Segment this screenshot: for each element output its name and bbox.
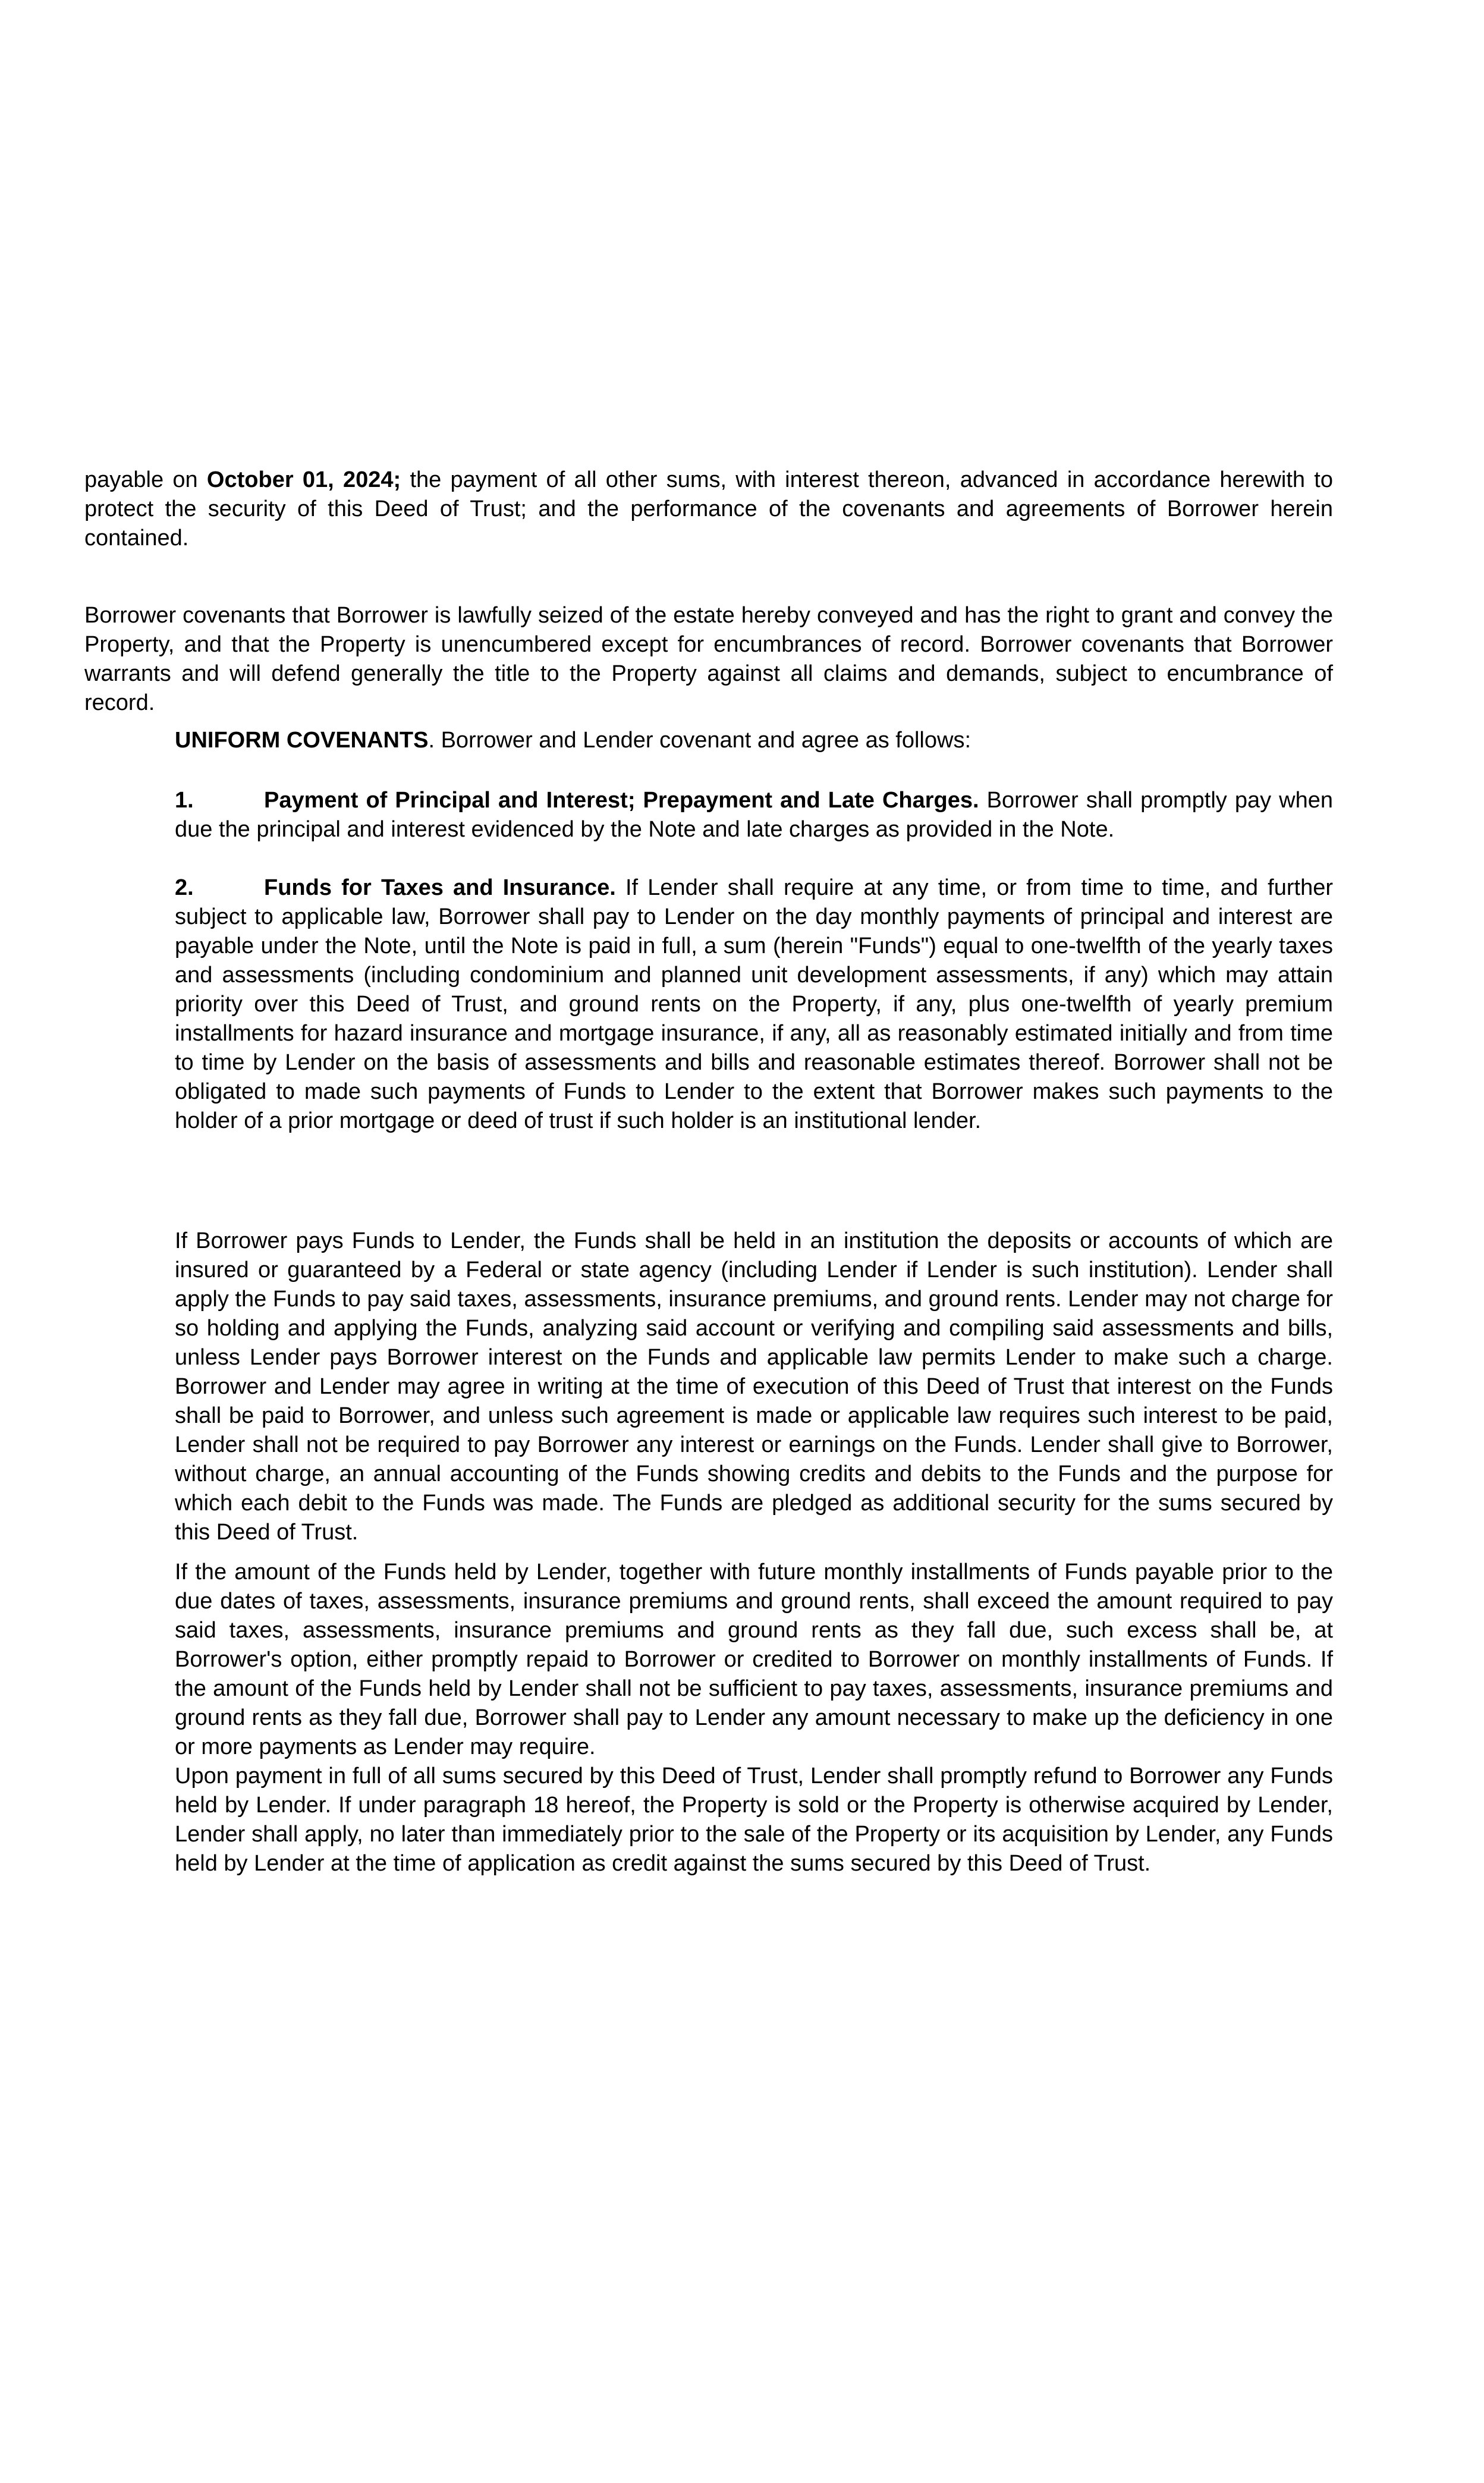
section-2-title: Funds for Taxes and Insurance. xyxy=(264,875,616,900)
paragraph-funds-refund: Upon payment in full of all sums secured by this Deed of Trust, Lender shall promptly refund to Borrower any Funds held by Lender. If under paragraph 18 hereof, the Property is sold or the Property is otherwise acquired by Lender, Lender shall apply, no later than immediately prior to the sale of the Property or its acquisition by Lender, any Funds held by Lender at the time of application as credit against the sums secured by this Deed of Trust. xyxy=(175,1764,1333,1876)
uniform-covenants-heading: UNIFORM COVENANTS xyxy=(175,728,429,753)
uniform-covenants-intro xyxy=(175,726,1333,755)
paragraph-payable-on xyxy=(84,466,1333,553)
payable-rest-text: the payment of all other sums, with interest thereon, advanced in accordance herewith to protect the security of this Deed of Trust; and the performance of the covenants and agreements of Borrower herein contained. xyxy=(84,467,1333,551)
section-1-number: 1. xyxy=(175,788,194,813)
section-2-number: 2. xyxy=(175,875,194,900)
section-2-body: If Lender shall require at any time, or from time to time, and further subject to applicable law, Borrower shall pay to Lender on the day monthly payments of principal and interest are payable under the Note, until the Note is paid in full, a sum (herein "Funds") equal to one-twelfth of the yearly taxes and assessments (including condominium and planned unit development assessments, if any) which may attain priority over this Deed of Trust, and ground rents on the Property, if any, plus one-twelfth of yearly premium installments for hazard insurance and mortgage insurance, if any, all as reasonably estimated initially and from time to time by Lender on the basis of assessments and bills and reasonable estimates thereof. Borrower shall not be obligated to made such payments of Funds to Lender to the extent that Borrower makes such payments to the holder of a prior mortgage or deed of trust if such holder is an institutional lender. xyxy=(175,875,1333,1133)
section-2-funds xyxy=(175,873,1333,1136)
paragraph-borrower-covenants: Borrower covenants that Borrower is lawfully seized of the estate hereby conveyed and has the right to grant and convey the Property, and that the Property is unencumbered except for encumbrances of record. Borrower covenants that Borrower warrants and will defend generally the title to the Property against all claims and demands, subject to encumbrance of record. xyxy=(84,603,1333,715)
payable-lead-text: payable on xyxy=(84,467,207,492)
maturity-date: October 01, 2024; xyxy=(206,467,401,492)
paragraph-funds-excess: If the amount of the Funds held by Lender, together with future monthly installments of Funds payable prior to the due dates of taxes, assessments, insurance premiums and ground rents, shall exceed the amount required to pay said taxes, assessments, insurance premiums and ground rents as they fall due, such excess shall be, at Borrower's option, either promptly repaid to Borrower or credited to Borrower on monthly installments of Funds. If the amount of the Funds held by Lender shall not be sufficient to pay taxes, assessments, insurance premiums and ground rents as they fall due, Borrower shall pay to Lender any amount necessary to make up the deficiency in one or more payments as Lender may require. xyxy=(175,1560,1333,1759)
uniform-covenants-text: . Borrower and Lender covenant and agree as follows: xyxy=(428,728,971,753)
paragraph-funds-held: If Borrower pays Funds to Lender, the Funds shall be held in an institution the deposits or accounts of which are insured or guaranteed by a Federal or state agency (including Lender if Lender is such institution). Lender shall apply the Funds to pay said taxes, assessments, insurance premiums, and ground rents. Lender may not charge for so holding and applying the Funds, analyzing said account or verifying and compiling said assessments and bills, unless Lender pays Borrower interest on the Funds and applicable law permits Lender to make such a charge. Borrower and Lender may agree in writing at the time of execution of this Deed of Trust that interest on the Funds shall be paid to Borrower, and unless such agreement is made or applicable law requires such interest to be paid, Lender shall not be required to pay Borrower any interest or earnings on the Funds. Lender shall give to Borrower, without charge, an annual accounting of the Funds showing credits and debits to the Funds and the purpose for which each debit to the Funds was made. The Funds are pledged as additional security for the sums secured by this Deed of Trust. xyxy=(175,1228,1333,1545)
section-1-payment xyxy=(175,786,1333,844)
section-1-body: Borrower shall promptly pay when due the principal and interest evidenced by the Note and late charges as provided in the Note. xyxy=(175,788,1334,842)
section-1-title: Payment of Principal and Interest; Prepayment and Late Charges. xyxy=(264,788,979,813)
